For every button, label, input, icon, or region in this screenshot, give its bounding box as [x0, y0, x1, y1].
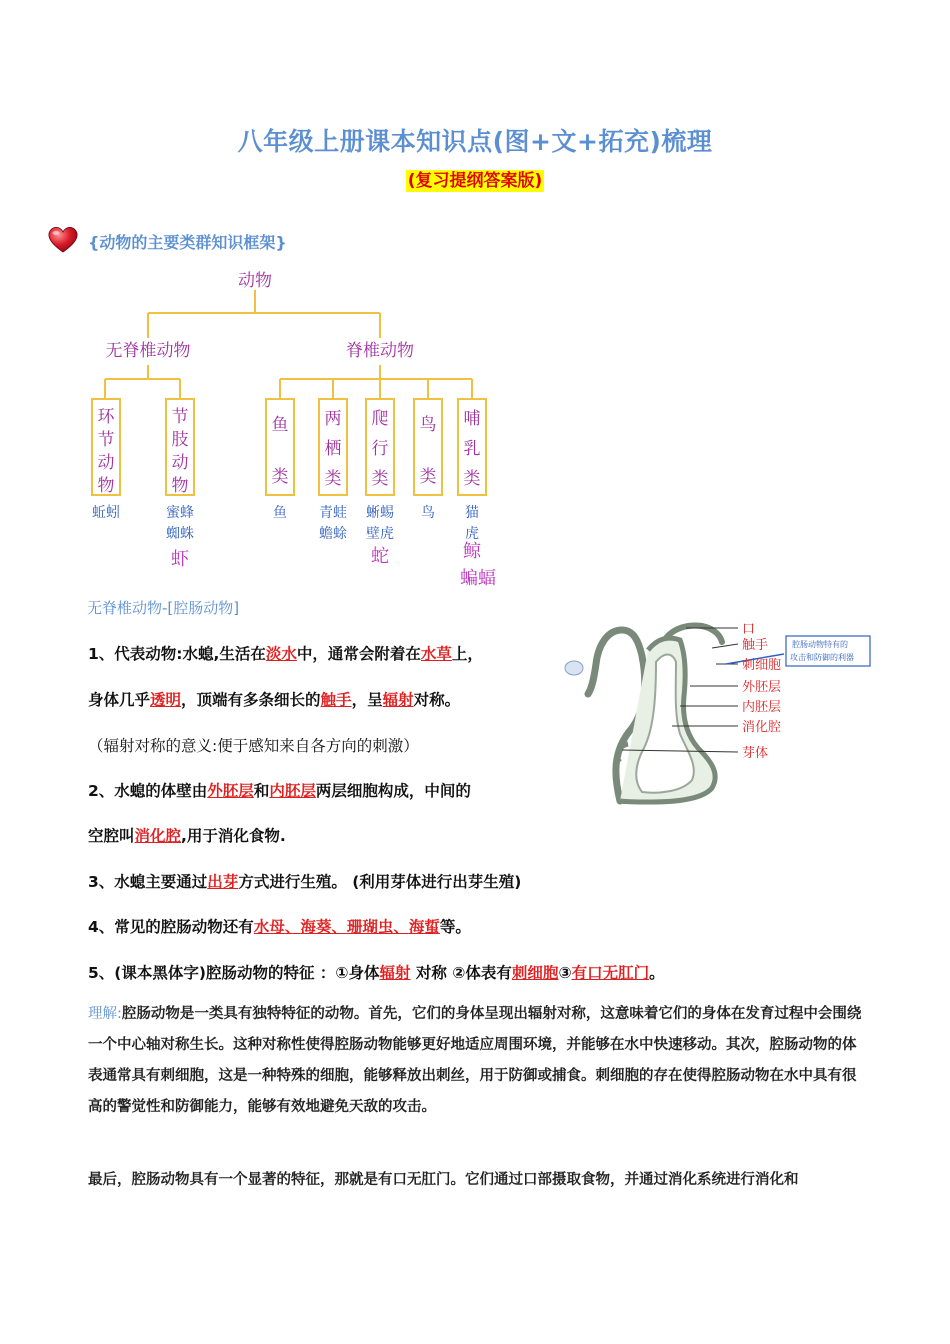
label-ectoderm: 外胚层: [742, 680, 782, 695]
group-fish-char: 鱼: [271, 415, 289, 435]
line-5: [88, 824, 286, 846]
example-frog: 青蛙: [319, 505, 347, 521]
hydra-diagram: [562, 616, 874, 808]
page-title: 八年级上册课本知识点(图+文+拓充)梳理: [237, 127, 713, 156]
hydra-bud: [617, 744, 628, 762]
example-lizard: 蜥蜴: [366, 505, 394, 521]
animal-classification-tree: [80, 262, 530, 597]
separator: 、: [393, 918, 409, 936]
section-heading: {动物的主要类群知识框架}: [88, 233, 287, 252]
text: ③: [558, 964, 572, 982]
callout-line-2: 攻击和防御的利器: [790, 653, 854, 662]
example-cat: 猫: [465, 505, 479, 521]
answer-coral: 珊瑚虫: [346, 918, 394, 936]
group-annelid-char: 物: [97, 476, 115, 496]
text: ，顶端有多条细长的: [181, 691, 321, 709]
answer-jellyfish: 水母: [253, 918, 285, 936]
tree-branch-vertebrate: 脊椎动物: [346, 341, 414, 361]
label-bud: 芽体: [742, 746, 769, 761]
text: 2、水螅的体壁由: [88, 782, 208, 800]
subtitle-highlight: (复习提纲答案版): [407, 171, 543, 191]
example-spider: 蜘蛛: [166, 526, 194, 542]
group-fish-char: 类: [271, 467, 289, 487]
text: 。: [649, 964, 665, 982]
answer-mouth-no-anus: 有口无肛门: [571, 964, 650, 982]
heart-icon: [46, 224, 80, 254]
answer-radial-symmetry: 辐射: [379, 964, 411, 982]
answer-endoderm: 内胚层: [269, 782, 316, 800]
answer-digestive-cavity: 消化腔: [134, 827, 182, 845]
example-tiger: 虎: [465, 526, 479, 542]
line-4: [88, 779, 471, 801]
group-annelid-char: 环: [97, 407, 115, 427]
text: ，呈: [351, 691, 383, 709]
text: 中，通常会附着在: [296, 645, 421, 663]
example-bat: 蝙蝠: [460, 568, 496, 589]
explanation-paragraph-2: 最后，腔肠动物具有一个显著的特征，那就是有口无肛门。它们通过口部摄取食物，并通过消化系统进行消化和: [88, 1172, 799, 1188]
line-3-note: （辐射对称的意义:便于感知来自各方向的刺激）: [88, 737, 419, 755]
group-reptile-char: 行: [371, 439, 389, 459]
text: 等。: [439, 918, 471, 936]
group-arthropod-char: 节: [171, 407, 189, 427]
group-mammal-char: 类: [463, 469, 481, 489]
group-arthropod-char: 动: [171, 453, 189, 473]
example-bird: 鸟: [421, 505, 435, 521]
text: 和: [253, 782, 270, 800]
example-snake: 蛇: [371, 546, 389, 567]
answer-sea-jelly: 海蜇: [408, 918, 440, 936]
example-fish: 鱼: [273, 505, 287, 521]
text: 空腔叫: [88, 827, 135, 845]
line-7: [88, 915, 471, 937]
answer-radial: 辐射: [382, 691, 414, 709]
group-bird-char: 鸟: [419, 415, 437, 435]
label-tentacle: 触手: [742, 638, 769, 653]
group-reptile-char: 爬: [371, 409, 389, 429]
sub-heading: 无脊椎动物-[腔肠动物]: [87, 599, 240, 617]
text: 身体几乎: [88, 691, 151, 709]
tree-root: 动物: [238, 271, 272, 291]
group-arthropod-char: 物: [171, 476, 189, 496]
text: 上，: [451, 645, 483, 663]
group-mammal-char: 哺: [463, 409, 481, 429]
group-reptile-char: 类: [371, 469, 389, 489]
label-digestive-cavity: 消化腔: [742, 720, 782, 735]
explanation-lead: 理解:: [88, 1006, 122, 1022]
group-amphibian-char: 类: [324, 469, 342, 489]
group-amphibian-char: 栖: [324, 439, 342, 459]
answer-transparent: 透明: [150, 691, 182, 709]
line-1: [88, 642, 483, 664]
hydra-cell-inset: [565, 661, 583, 675]
answer-fresh-water: 淡水: [265, 645, 297, 663]
text: 3、水螅主要通过: [88, 873, 208, 891]
answer-tentacle: 触手: [320, 691, 352, 709]
answer-budding: 出芽: [207, 873, 239, 891]
example-bee: 蜜蜂: [166, 505, 194, 521]
group-amphibian-char: 两: [324, 409, 342, 429]
page-subtitle: [0, 166, 950, 191]
text: 4、常见的腔肠动物还有: [88, 918, 254, 936]
text: 两层细胞构成，中间的: [315, 782, 471, 800]
line-2: [88, 688, 460, 710]
answer-sea-anemone: 海葵: [300, 918, 332, 936]
text: 对称 ②体表有: [410, 964, 512, 982]
example-toad: 蟾蜍: [319, 526, 347, 542]
label-endoderm: 内胚层: [742, 700, 782, 715]
example-earthworm: 蚯蚓: [92, 505, 120, 521]
group-mammal-char: 乳: [463, 439, 481, 459]
answer-stinging-cell: 刺细胞: [511, 964, 559, 982]
label-stinging-cell: 刺细胞: [742, 658, 782, 673]
group-annelid-char: 节: [97, 430, 115, 450]
group-arthropod-char: 肢: [171, 430, 189, 450]
group-bird-char: 类: [419, 467, 437, 487]
example-shrimp: 虾: [171, 549, 189, 570]
answer-ectoderm: 外胚层: [207, 782, 254, 800]
label-mouth: 口: [742, 622, 756, 637]
explanation-paragraph-1: [88, 999, 870, 1123]
line-6: [88, 870, 521, 892]
text: 1、代表动物:水螅,生活在: [88, 645, 266, 663]
explanation-text: 腔肠动物是一类具有独特特征的动物。首先，它们的身体呈现出辐射对称，这意味着它们的身体在发育过程中会围绕一个中心轴对称生长。这种对称性使得腔肠动物能够更好地适应周围环境，并能够在水中快速移动。其次，腔肠动物的体表通常具有刺细胞，这是一种特殊的细胞，能够释放出刺丝，用于防御或捕食。刺细胞的存在使得腔肠动物在水中具有很高的警觉性和防御能力，能够有效地避免天敌的攻击。: [88, 1006, 862, 1115]
callout-line-1: 腔肠动物特有的: [792, 640, 848, 649]
tree-branch-invertebrate: 无脊椎动物: [105, 341, 191, 361]
group-annelid-char: 动: [97, 453, 115, 473]
text: 对称。: [413, 691, 461, 709]
separator: 、: [284, 918, 301, 936]
text: ,用于消化食物.: [181, 827, 286, 845]
line-8: [88, 961, 665, 983]
text: 5、(课本黑体字)腔肠动物的特征 ：①身体: [88, 964, 380, 982]
separator: 、: [331, 918, 347, 936]
text: 方式进行生殖。 (利用芽体进行出芽生殖): [238, 873, 522, 891]
example-whale: 鲸: [463, 541, 481, 562]
example-gecko: 壁虎: [366, 526, 394, 542]
answer-water-plant: 水草: [420, 645, 452, 663]
